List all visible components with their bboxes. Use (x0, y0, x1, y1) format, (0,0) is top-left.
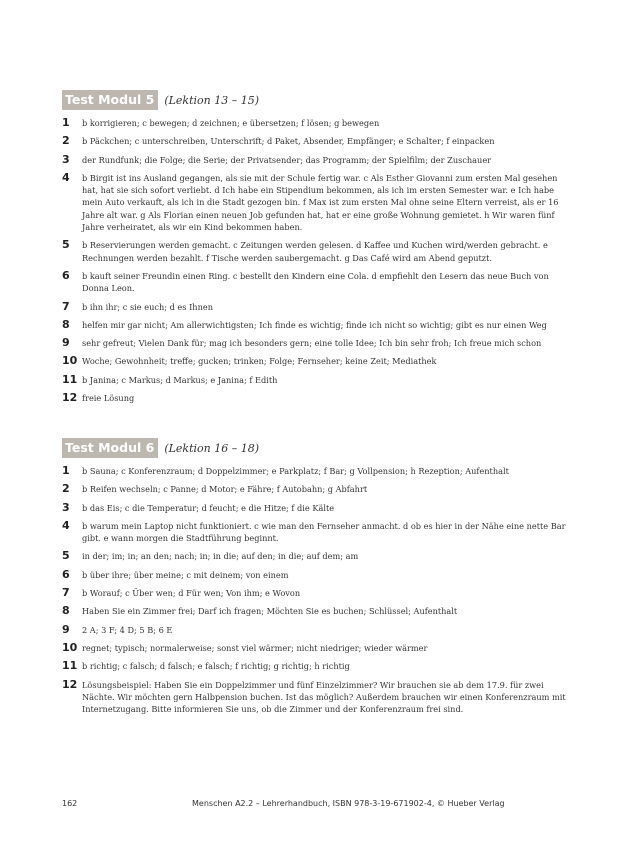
module6-title: Test Modul 6 (62, 438, 158, 458)
item-number: 3 (62, 500, 70, 514)
page-number: 162 (62, 799, 78, 808)
answer-item (62, 641, 572, 654)
item-text: b richtig; c falsch; d falsch; e falsch; f richtig; g richtig; h richtig (82, 661, 350, 672)
item-number: 2 (62, 134, 70, 148)
answer-item (62, 134, 572, 147)
answer-item (62, 318, 572, 331)
module6-header (62, 438, 572, 458)
answer-item (62, 482, 572, 495)
item-number: 6 (62, 268, 70, 282)
answer-item (62, 373, 572, 386)
item-number: 9 (62, 336, 70, 350)
module5-title: Test Modul 5 (62, 90, 158, 110)
item-text: b Reservierungen werden gemacht. c Zeitungen werden gelesen. d Kaffee und Kuchen wird/werden gebracht. e Rechnungen werden bezahlt. f Tische werden saubergemacht. g Das Café wird am Abend geputzt. (82, 240, 548, 263)
item-text: b kauft seiner Freundin einen Ring. c bestellt den Kindern eine Cola. d empfiehlt den Lesern das neue Buch von Donna Leon. (82, 270, 549, 294)
item-number: 8 (62, 604, 70, 618)
answer-item (62, 336, 572, 349)
answer-item (62, 171, 572, 233)
item-number: 9 (62, 622, 70, 636)
item-text: sehr gefreut; Vielen Dank für; mag ich besonders gern; eine tolle Idee; Ich bin sehr froh; Ich freue mich schon (82, 338, 542, 349)
module5-section (62, 90, 572, 409)
module5-items (62, 116, 572, 404)
answer-item (62, 464, 572, 477)
item-number: 7 (62, 299, 70, 313)
item-number: 8 (62, 317, 70, 331)
item-text: 2 A; 3 F; 4 D; 5 B; 6 E (82, 624, 173, 635)
answer-item (62, 501, 572, 514)
item-text: Lösungsbeispiel: Haben Sie ein Doppelzimmer und fünf Einzelzimmer? Wir brauchen sie ab dem 17.9. für zwei Nächte. Wir möchten gern Halbpension buchen. Ist das möglich? Außerdem brauchen wir einen Konferenzraum mit Internetzugang. Bitte informieren Sie uns, ob die Zimmer und der Konferenzraum frei sind. (82, 679, 566, 715)
item-number: 12 (62, 391, 78, 405)
item-number: 11 (62, 659, 78, 673)
item-number: 7 (62, 586, 70, 600)
item-text: freie Lösung (82, 393, 135, 404)
module6-items (62, 464, 572, 715)
answer-item (62, 519, 572, 545)
publisher-credit: Menschen A2.2 – Lehrerhandbuch, ISBN 978-3-19-671902-4, © Hueber Verlag (192, 799, 505, 808)
item-number: 11 (62, 372, 78, 386)
item-text: b Janina; c Markus; d Markus; e Janina; f Edith (82, 374, 278, 385)
item-text: b Päckchen; c unterschreiben, Unterschrift; d Paket, Absender, Empfänger; e Schalter; f einpacken (82, 136, 495, 147)
item-text: b Worauf; c Über wen; d Für wen; Von ihm; e Wovon (82, 588, 301, 599)
item-text: b Sauna; c Konferenzraum; d Doppelzimmer; e Parkplatz; f Bar; g Vollpension; h Rezeption; Aufenthalt (82, 466, 509, 476)
answer-item (62, 568, 572, 581)
item-number: 6 (62, 567, 70, 581)
item-text: der Rundfunk; die Folge; die Serie; der Privatsender; das Programm; der Spielfilm; der Zuschauer (82, 154, 492, 165)
item-text: b über ihre; über meine; c mit deinem; von einem (82, 569, 289, 580)
answer-item (62, 678, 572, 716)
item-text: b korrigieren; c bewegen; d zeichnen; e übersetzen; f lösen; g bewegen (82, 118, 380, 128)
answer-item (62, 269, 572, 295)
answer-item (62, 604, 572, 617)
page-footer (62, 799, 572, 808)
item-text: b das Eis; c die Temperatur; d feucht; e die Hitze; f die Kälte (82, 502, 335, 513)
answer-item (62, 586, 572, 599)
answer-item (62, 391, 572, 404)
module6-section (62, 438, 572, 720)
module5-subtitle: (Lektion 13 – 15) (164, 93, 260, 107)
item-number: 4 (62, 170, 70, 184)
item-number: 5 (62, 549, 70, 563)
item-text: helfen mir gar nicht; Am allerwichtigsten; Ich finde es wichtig; finde ich nicht so wichtig; gibt es nur einen Weg (82, 319, 547, 330)
item-text: Haben Sie ein Zimmer frei; Darf ich fragen; Möchten Sie es buchen; Schlüssel; Aufenthalt (82, 606, 458, 617)
item-number: 12 (62, 677, 78, 691)
item-number: 10 (62, 640, 78, 654)
item-number: 3 (62, 152, 70, 166)
item-number: 10 (62, 354, 78, 368)
module5-header (62, 90, 572, 110)
item-number: 1 (62, 116, 70, 129)
answer-item (62, 153, 572, 166)
answer-item (62, 300, 572, 313)
item-number: 4 (62, 518, 70, 532)
item-number: 2 (62, 482, 70, 496)
item-number: 5 (62, 238, 70, 252)
item-text: Woche; Gewohnheit; treffe; gucken; trinken; Folge; Fernseher; keine Zeit; Mediathek (82, 356, 437, 367)
item-text: b ihn ihr; c sie euch; d es Ihnen (82, 301, 213, 312)
answer-item (62, 659, 572, 672)
item-text: regnet; typisch; normalerweise; sonst viel wärmer; nicht niedriger; wieder wärmer (82, 642, 428, 653)
answer-item (62, 116, 572, 129)
item-text: b Birgit ist ins Ausland gegangen, als sie mit der Schule fertig war. c Als Esther Giovanni zum ersten Mal gesehen hat, hat sie sich sofort verliebt. d Ich habe ein Stipendium bekommen, als ich im ersten Semester war. e Ich habe mein Auto verkauft, als ich in die Stadt gezogen bin. f Max ist zum ersten Mal ohne seine Eltern verreist, als er 16 Jahre alt war. g Als Florian einen neuen Job gefunden hat, hat er eine große Wohnung gemietet. h Wir waren fünf Jahre verheiratet, als wir ein Kind bekommen haben. (82, 172, 559, 233)
item-number: 1 (62, 464, 70, 477)
item-text: b Reifen wechseln; c Panne; d Motor; e Fähre; f Autobahn; g Abfahrt (82, 484, 368, 495)
answer-item (62, 238, 572, 264)
item-text: in der; im; in; an den; nach; in; in die; auf den; in die; auf dem; am (82, 551, 359, 562)
answer-item (62, 354, 572, 367)
answer-item (62, 623, 572, 636)
answer-item (62, 549, 572, 562)
item-text: b warum mein Laptop nicht funktioniert. c wie man den Fernseher anmacht. d ob es hier in der Nähe eine nette Bar gibt. e wann morgen die Stadtführung beginnt. (82, 520, 566, 544)
module6-subtitle: (Lektion 16 – 18) (164, 441, 260, 455)
